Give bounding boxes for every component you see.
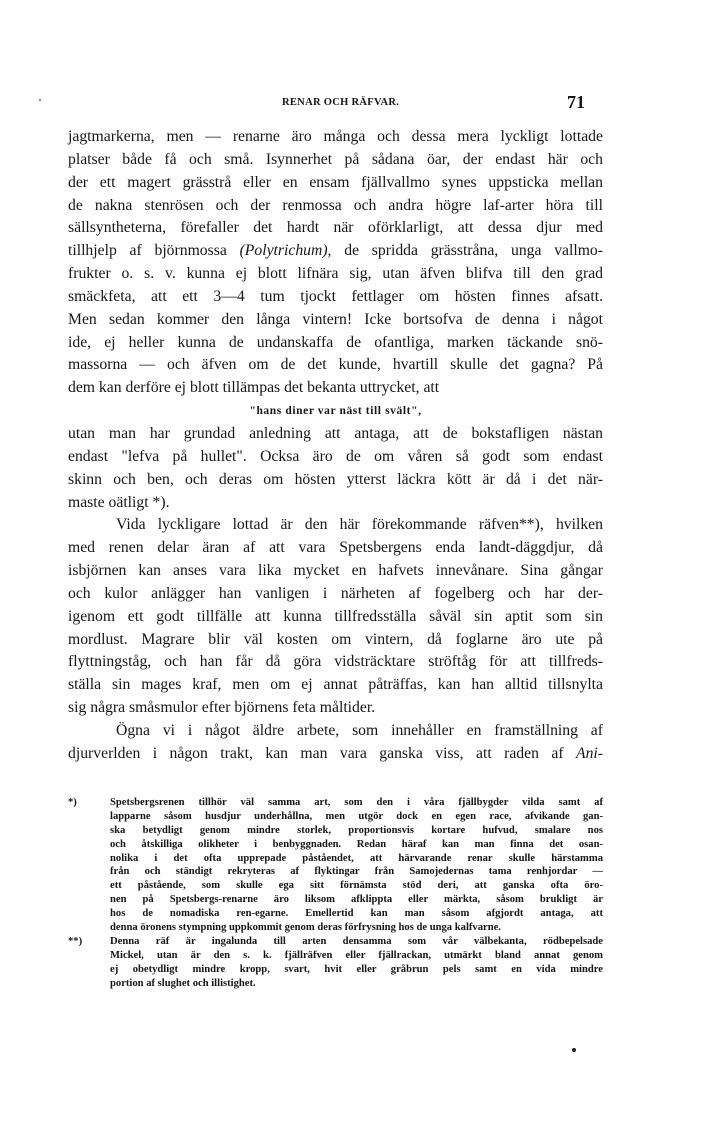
text-line: de nakna stenrösen och der renmossa och andra högre laf-arter höra till [68,196,603,214]
footnote-line: denna öronens stympning uppkommit genom deras förfrysning hos de unga kalfvarne. [110,922,501,934]
footnote-line: ej obetydligt mindre kropp, svart, hvit eller gråbrun pels samt en vida mindre [110,963,603,975]
text-line: igenom ett godt tillfälle att kunna tillfredsställa såväl sin aptit som sin [68,607,603,625]
text-line: ställa sin mages kraf, men om ej annat påträffas, kan han alltid tillsnylta [68,676,603,694]
footnote-line: Denna räf är ingalunda till arten densamma som vår välbekanta, rödbepelsade [110,935,603,947]
text-line: mordlust. Magrare blir väl kosten om vintern, då foglarne äro ute på [68,630,603,648]
italic-term: Ani- [575,744,603,762]
footnote-marker: *) [68,797,77,808]
text-line: endast "lefva på hullet". Ocksa äro de om våren så godt som endast [68,447,603,465]
footnote-2 [68,935,603,991]
footnotes [68,796,603,990]
text-line: flyttningståg, och han får då göra vidsträcktare ströftåg för att tillfreds- [68,653,603,671]
paragraph-start-line: Vida lyckligare lottad är den här förekommande räfven**), hvilken [116,516,603,534]
footnote-line: ska betydligt genom mindre storlek, proportionsvis kortare hufvud, smalare nos [110,824,603,836]
text-line: frukter o. s. v. kunna ej blott lifnära sig, utan äfven blifva till den grad [68,265,603,283]
text-line: sig några småsmulor efter björnens feta måltider. [68,699,376,717]
text-fragment: djurverlden i någon trakt, kan man vara ganska viss, att raden af [68,744,564,762]
footnote-line: Mickel, utan är den s. k. fjällräfven eller fjällrackan, utmärkt bland annat genom [110,949,603,961]
quotation-line: "hans diner var näst till svält", [249,405,422,418]
footnote-line: och åtskilliga olikheter i benbyggnaden. Redan häraf kan man finna det osan- [110,838,603,850]
paragraph-start-line: Ögna vi i något äldre arbete, som innehåller en framställning af [116,721,603,739]
text-line: maste oätligt *). [68,493,170,511]
footnote-marker: **) [68,935,83,947]
text-line: dem kan derföre ej blott tillämpas det bekanta uttrycket, att [68,379,440,397]
page-header [0,92,704,115]
footnote-body [110,935,603,991]
footnote-line: hos de nomadiska ren-egarne. Emellertid kan man såsom afgjordt antaga, att [110,908,603,920]
footnote-line: ett påstående, som skulle ega sitt förnämsta stöd deri, att ganska ofta öro- [110,880,603,892]
footnote-line: nolika i det ofta upprepade påståendet, att härvarande renar skulle härstamma [110,852,603,864]
text-line: der ett magert grässtrå eller en ensam fjällvallmo synes uppsticka mellan [68,173,603,191]
body-text [68,126,603,766]
text-line: sällsyntheterna, förefaller det hardt när oförklarligt, att dessa djur med [68,219,603,237]
text-line: platser både få och små. Isynnerhet på sådana öar, der endast här och [68,150,603,168]
running-title: RENAR OCH RÄFVAR. [282,97,400,108]
footnote-line: Spetsbergsrenen tillhör väl samma art, som den i våra fjällbygder vilda samt af [110,797,603,808]
page-number: 71 [567,92,585,112]
footnote-line: nen på Spetsbergs-renarne äro liksom afklippta eller märkta, såsom brukligt är [110,894,603,906]
text-fragment: tillhjelp af björnmossa [68,242,227,260]
text-line [68,240,603,263]
footnote-line: portion af slughet och illistighet. [110,977,256,989]
text-line: jagtmarkerna, men — renarne äro många och dessa mera lyckligt lottade [68,128,603,145]
text-line [68,743,603,766]
text-line: med renen delar äran af att vara Spetsbergens enda landt-däggdjur, då [68,539,603,557]
text-line: massorna — och äfven om de det kunde, hvartill skulle det gagna? På [68,356,603,374]
footnote-body [110,796,603,935]
text-fragment: de spridda grässtråna, unga vallmo- [344,242,604,260]
footnote-line: från och ständigt rekryteras af flyktingar från Samojedernas tama renhjordar — [110,866,603,878]
text-line: skinn och ben, och deras om hösten ytterst läckra kött är då i det när- [68,470,603,488]
text-line: och kulor anlägger han vanligen i närheten af fogelberg och har der- [68,584,603,602]
footnote-1 [68,796,603,935]
text-line: utan man har grundad anledning att antaga, att de bokstafligen nästan [68,424,603,442]
text-line: smäckfeta, att ett 3—4 tum tjockt fettlager om hösten finnes afsatt. [68,287,603,305]
footnote-line: lapparne såsom husdjur underhållna, men utgör dock en egen race, afvikande gan- [110,810,603,822]
text-line: isbjörnen kan anses vara lika mycket en hafvets innevånare. Sina gångar [68,562,603,580]
text-line: Men sedan kommer den långa vintern! Icke bortsofva de denna i något [68,310,603,328]
italic-term: (Polytrichum), [239,242,332,260]
ink-dot [572,1048,576,1052]
text-line: ide, ej heller kunna de undanskaffa de ofantliga, marken täckande snö- [68,333,603,351]
